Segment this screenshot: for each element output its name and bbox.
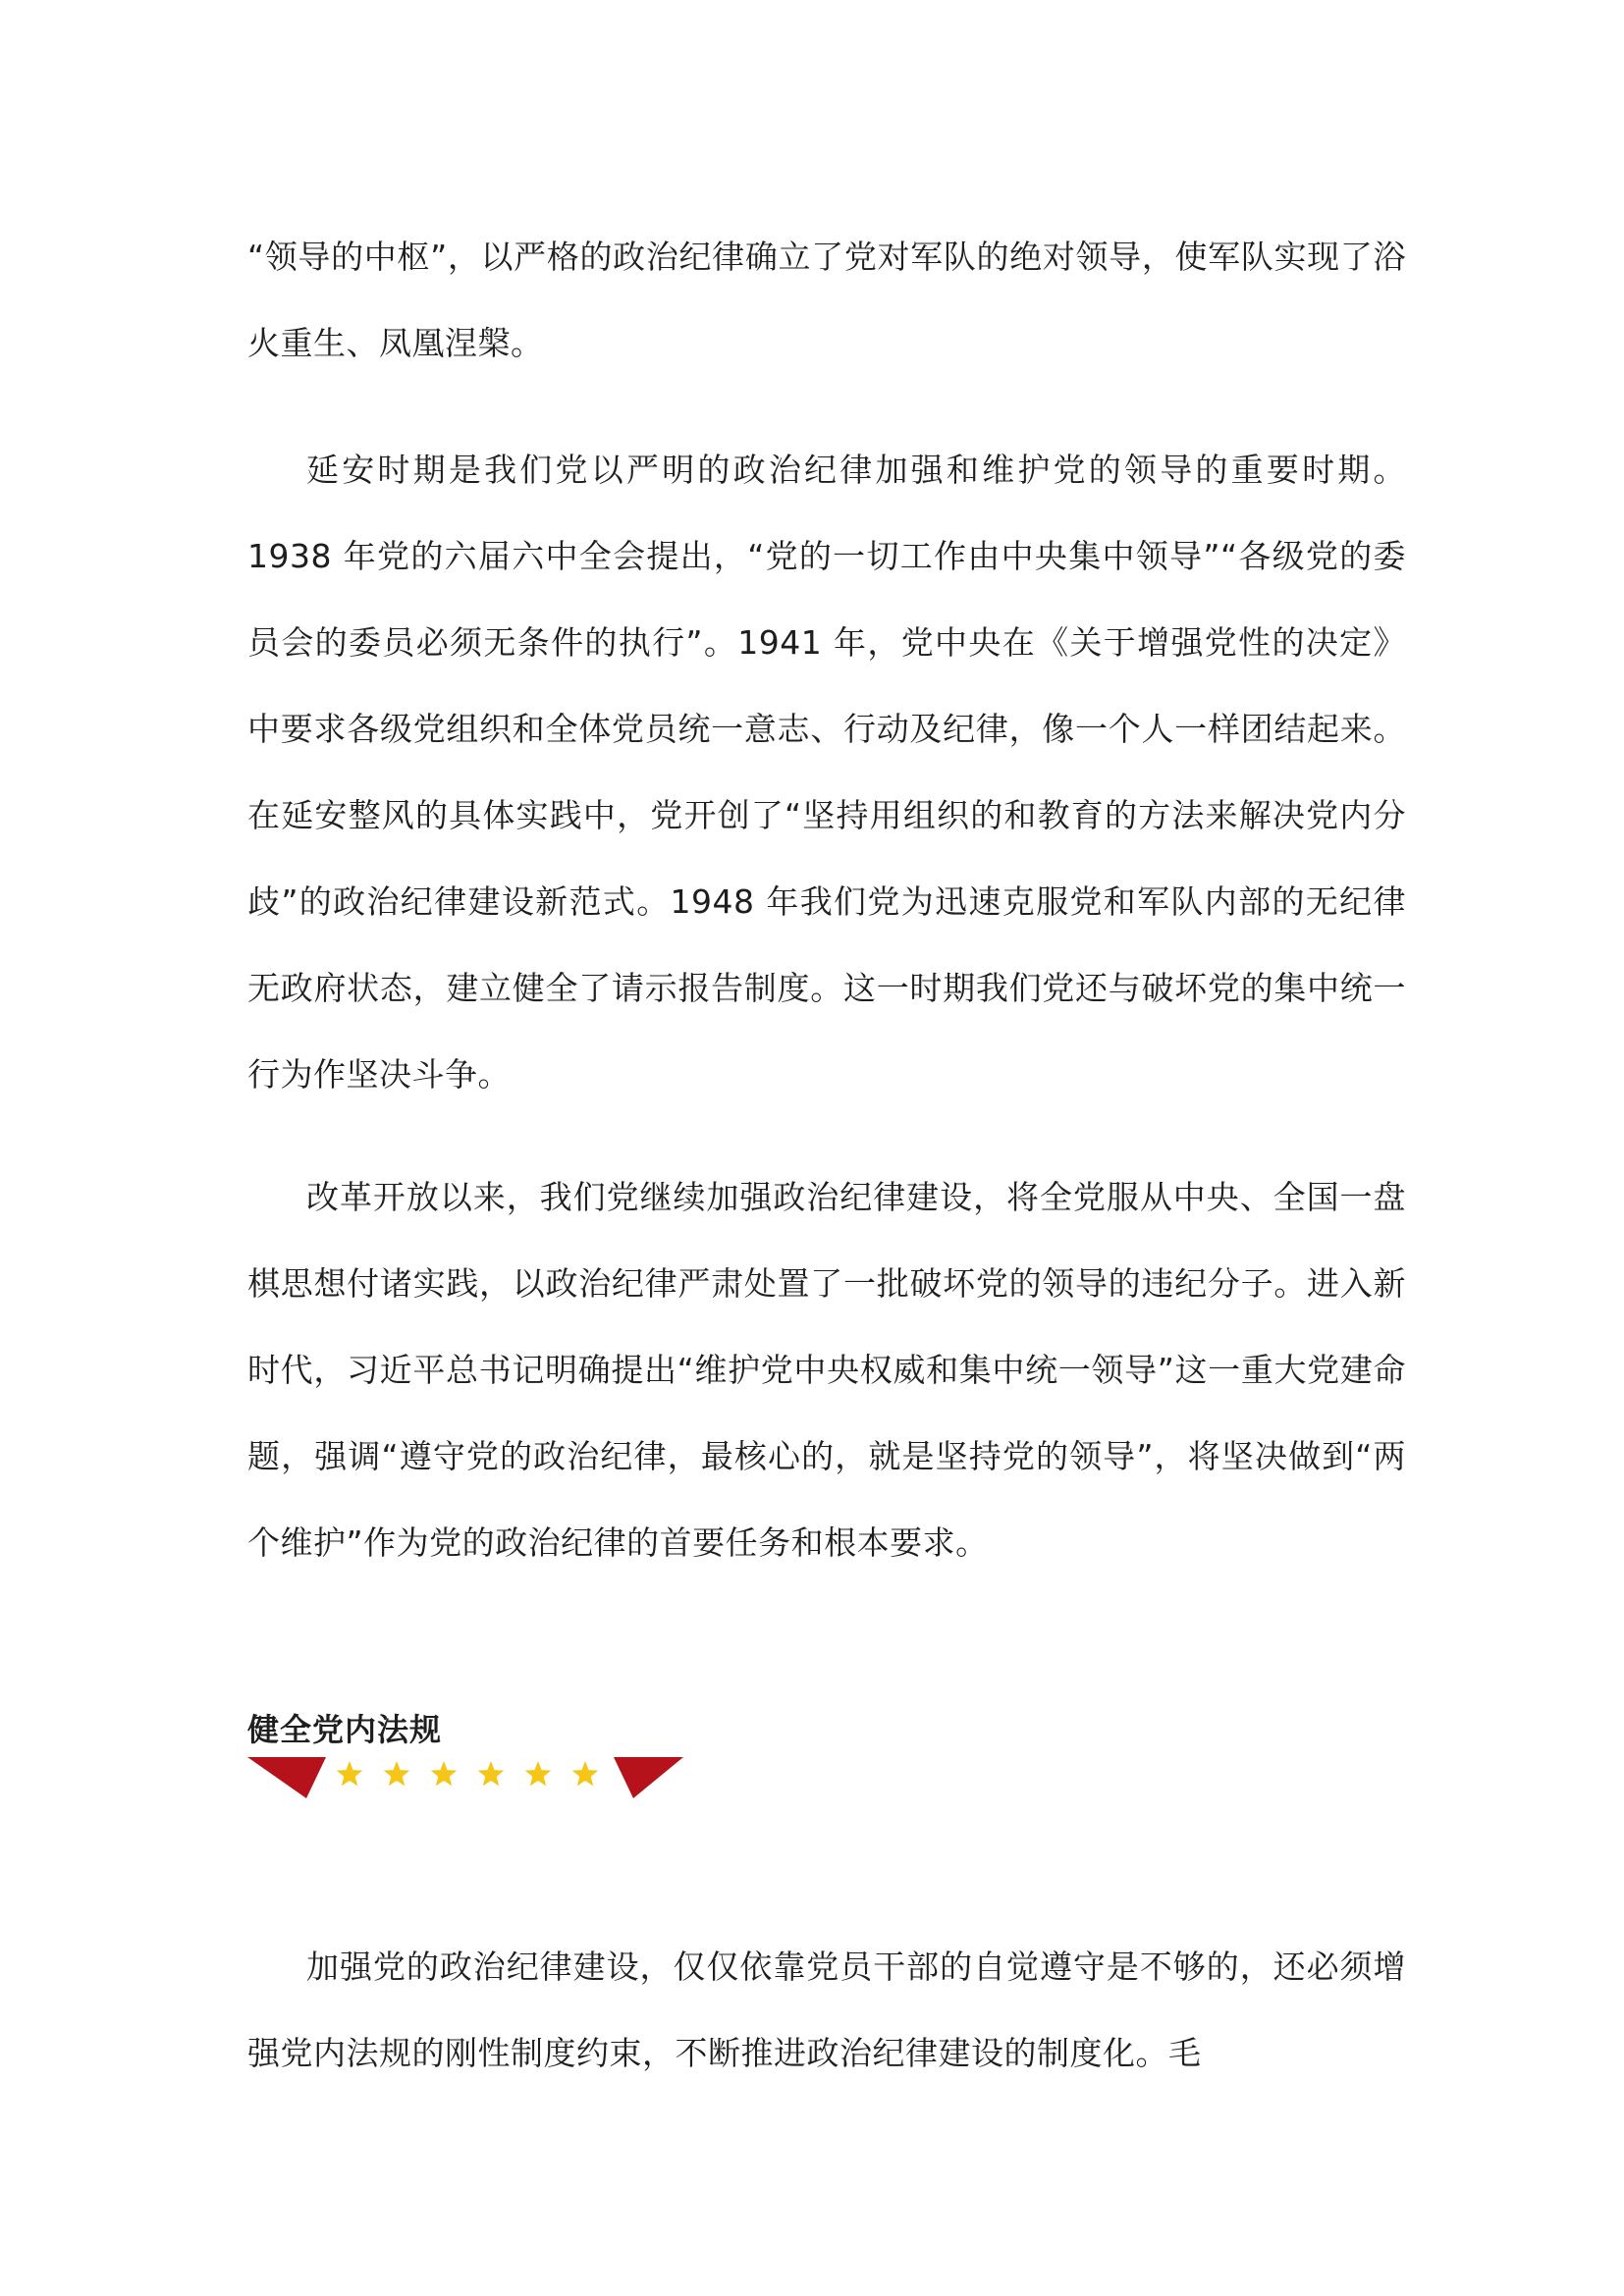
star-icon [478, 1761, 505, 1786]
star-icon [337, 1761, 363, 1786]
heading-decoration [247, 1755, 683, 1800]
section-heading: 健全党内法规 [247, 1711, 443, 1748]
star-icon [572, 1761, 599, 1786]
left-ribbon-icon [247, 1757, 326, 1798]
right-ribbon-icon [614, 1757, 683, 1798]
star-icon [431, 1761, 458, 1786]
paragraph-yanan-period: 延安时期是我们党以严明的政治纪律加强和维护党的领导的重要时期。1938 年党的六届六中全会提出，“党的一切工作由中央集中领导”“各级党的委员会的委员必须无条件的执行”。1941 年，党中央在《关于增强党性的决定》中要求各级党组织和全体党员统一意志、行动及纪律，像一个人一样团结起来。在延安整风的具体实践中，党开创了“坚持用组织的和教育的方法来解决党内分歧”的政治纪律建设新范式。1948 年我们党为迅速克服党和军队内部的无纪律无政府状态，建立健全了请示报告制度。这一时期我们党还与破坏党的集中统一行为作坚决斗争。 [247, 451, 1406, 1094]
paragraph-reform-era: 改革开放以来，我们党继续加强政治纪律建设，将全党服从中央、全国一盘棋思想付诸实践，以政治纪律严肃处置了一批破坏党的领导的违纪分子。进入新时代，习近平总书记明确提出“维护党中央权威和集中统一领导”这一重大党建命题，强调“遵守党的政治纪律，最核心的，就是坚持党的领导”，将坚决做到“两个维护”作为党的政治纪律的首要任务和根本要求。 [247, 1178, 1406, 1562]
star-icon [384, 1761, 410, 1786]
paragraph-party-regulations: 加强党的政治纪律建设，仅仅依靠党员干部的自觉遵守是不够的，还必须增强党内法规的刚性制度约束，不断推进政治纪律建设的制度化。毛 [247, 1948, 1406, 2072]
star-row [337, 1761, 599, 1786]
star-icon [525, 1761, 552, 1786]
paragraph-continuation: “领导的中枢”，以严格的政治纪律确立了党对军队的绝对领导，使军队实现了浴火重生、凤凰涅槃。 [247, 238, 1406, 362]
